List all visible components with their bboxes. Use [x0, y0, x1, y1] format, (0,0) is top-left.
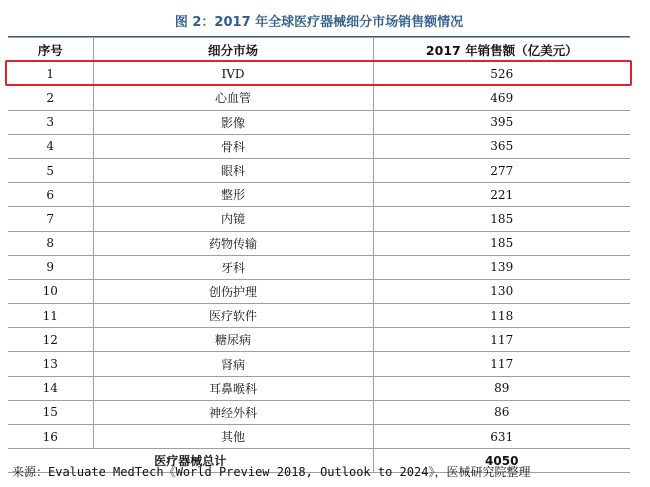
cell-segment: 糖尿病 — [93, 328, 373, 352]
cell-segment: 影像 — [93, 110, 373, 134]
cell-segment: 肾病 — [93, 352, 373, 376]
cell-sales: 89 — [373, 376, 630, 400]
table-row — [8, 279, 630, 303]
cell-segment: 骨科 — [93, 134, 373, 158]
cell-index: 1 — [8, 62, 93, 86]
cell-sales: 86 — [373, 400, 630, 424]
cell-sales: 185 — [373, 207, 630, 231]
cell-sales: 130 — [373, 279, 630, 303]
cell-segment: 创伤护理 — [93, 279, 373, 303]
cell-segment: 神经外科 — [93, 400, 373, 424]
cell-index: 12 — [8, 328, 93, 352]
cell-sales: 118 — [373, 304, 630, 328]
cell-index: 3 — [8, 110, 93, 134]
column-header-sales: 2017 年销售额（亿美元） — [373, 38, 630, 62]
cell-sales: 277 — [373, 158, 630, 182]
table-row — [8, 328, 630, 352]
table-title: 图 2：2017 年全球医疗器械细分市场销售额情况 — [174, 15, 464, 30]
cell-sales: 395 — [373, 110, 630, 134]
cell-segment: 眼科 — [93, 158, 373, 182]
cell-segment: 牙科 — [93, 255, 373, 279]
cell-index: 9 — [8, 255, 93, 279]
cell-segment: IVD — [93, 62, 373, 86]
cell-segment: 整形 — [93, 183, 373, 207]
cell-sales: 139 — [373, 255, 630, 279]
cell-index: 8 — [8, 231, 93, 255]
cell-index: 2 — [8, 86, 93, 110]
source-note: 来源：Evaluate MedTech《World Preview 2018, Outlook to 2024》，医械研究院整理 — [12, 465, 531, 479]
cell-index: 15 — [8, 400, 93, 424]
cell-segment: 内镜 — [93, 207, 373, 231]
column-header-index: 序号 — [8, 38, 93, 62]
total-label: 医疗器械总计 — [8, 449, 373, 473]
header-row — [8, 38, 630, 62]
cell-sales: 185 — [373, 231, 630, 255]
cell-sales: 631 — [373, 425, 630, 449]
table-body — [8, 62, 630, 449]
cell-index: 13 — [8, 352, 93, 376]
table-row — [8, 134, 630, 158]
table-row — [8, 231, 630, 255]
cell-sales: 117 — [373, 328, 630, 352]
table-row — [8, 158, 630, 182]
table-row — [8, 400, 630, 424]
cell-sales: 469 — [373, 86, 630, 110]
table-row — [8, 183, 630, 207]
cell-sales: 365 — [373, 134, 630, 158]
cell-segment: 心血管 — [93, 86, 373, 110]
cell-index: 7 — [8, 207, 93, 231]
cell-segment: 医疗软件 — [93, 304, 373, 328]
table-row — [8, 110, 630, 134]
cell-index: 14 — [8, 376, 93, 400]
column-header-segment: 细分市场 — [93, 38, 373, 62]
table-row — [8, 62, 630, 86]
cell-segment: 其他 — [93, 425, 373, 449]
cell-segment: 药物传输 — [93, 231, 373, 255]
total-value: 4050 — [373, 449, 630, 473]
table-row — [8, 86, 630, 110]
table-row — [8, 425, 630, 449]
table-row — [8, 376, 630, 400]
sales-table — [8, 37, 630, 473]
cell-index: 6 — [8, 183, 93, 207]
cell-index: 11 — [8, 304, 93, 328]
cell-sales: 117 — [373, 352, 630, 376]
table-row — [8, 304, 630, 328]
table-row — [8, 352, 630, 376]
cell-index: 10 — [8, 279, 93, 303]
table-row — [8, 255, 630, 279]
cell-index: 16 — [8, 425, 93, 449]
cell-index: 4 — [8, 134, 93, 158]
cell-sales: 221 — [373, 183, 630, 207]
table-row — [8, 207, 630, 231]
cell-sales: 526 — [373, 62, 630, 86]
cell-segment: 耳鼻喉科 — [93, 376, 373, 400]
cell-index: 5 — [8, 158, 93, 182]
